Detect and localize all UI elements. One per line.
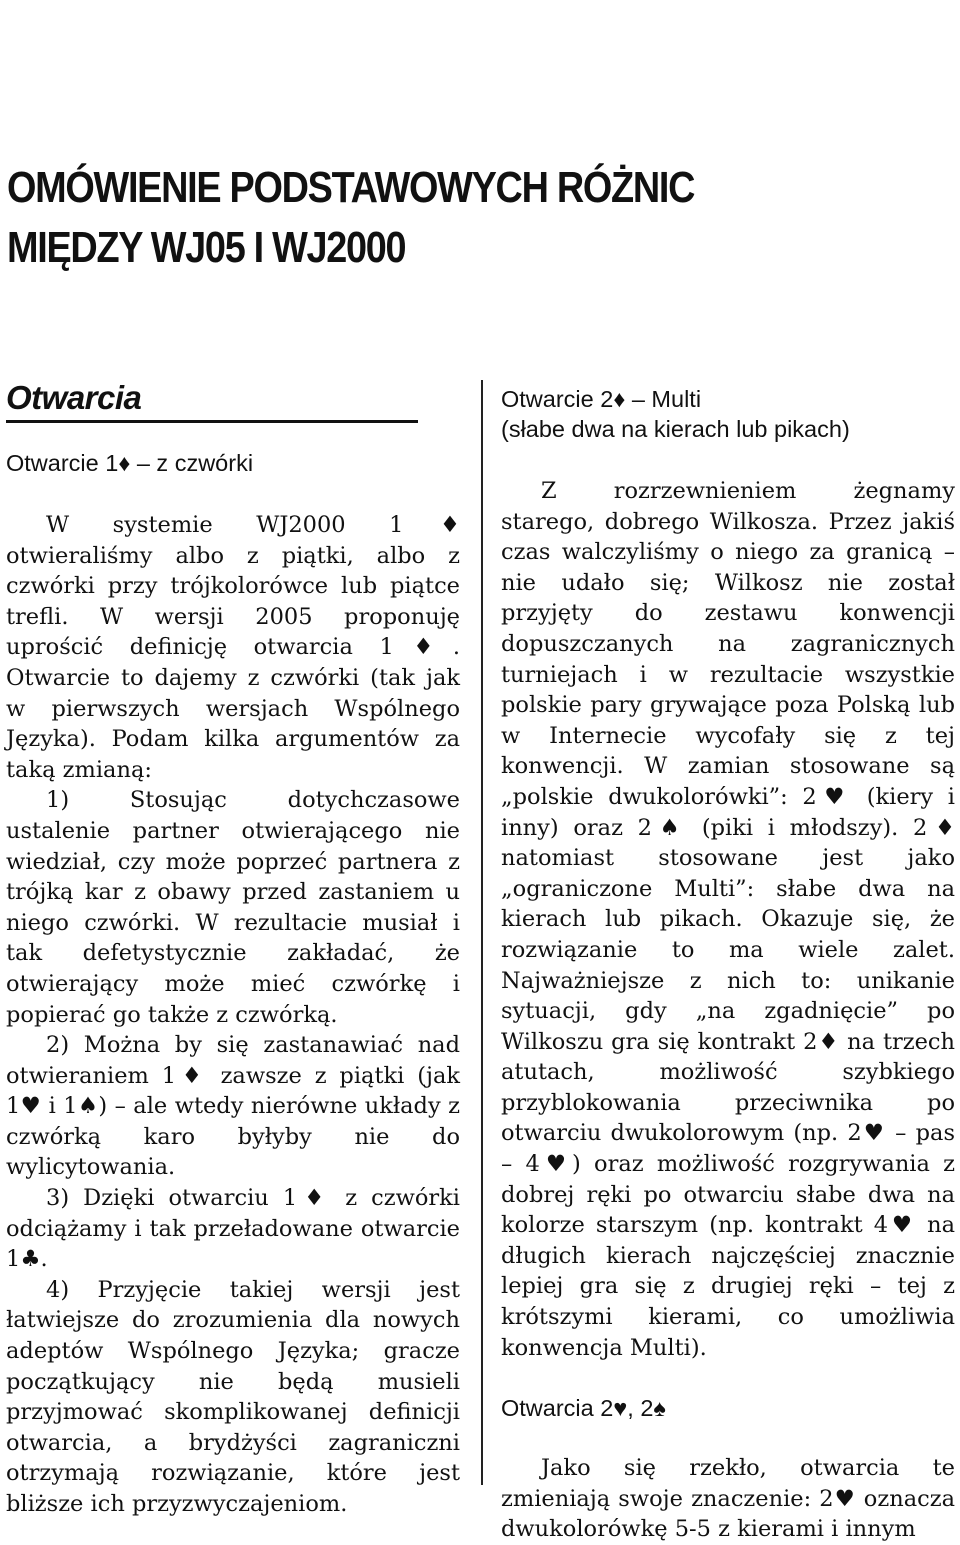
- column-divider: [481, 380, 483, 1485]
- subheading-2h-2s: Otwarcia 2♥, 2♠: [501, 1395, 666, 1422]
- paragraph-intro: W systemie WJ2000 1♦ otwieraliśmy albo z piątki, albo z czwórki przy trójkolorówce lub piątce trefli. W wersji 2005 proponuję uprościć definicję otwarcia 1♦. Otwarcie to dajemy z czwórki (tak jak w pierwszych wersjach Wspólnego Języka). Podam kilka argumentów za taką zmianą:: [6, 512, 460, 783]
- paragraph-argument-2: 2) Można by się zastanawiać nad otwieraniem 1♦ zawsze z piątki (jak 1♥ i 1♠) – ale wtedy nierówne układy z czwórką karo byłyby nie do wylicytowania.: [6, 1032, 460, 1181]
- page-title-line-1: OMÓWIENIE PODSTAWOWYCH RÓŻNIC: [7, 163, 695, 212]
- page-title: [7, 158, 815, 278]
- paragraph-2h-2s: Jako się rzekło, otwarcia te zmieniają swoje znaczenie: 2♥ oznacza dwukolorówkę 5-5 z kierami i innym: [501, 1455, 955, 1543]
- subheading-2d-multi-line-1: Otwarcie 2♦ – Multi: [501, 386, 702, 412]
- subheading-2d-multi: [501, 384, 955, 444]
- paragraph-argument-3: 3) Dzięki otwarciu 1♦ z czwórki odciążamy i tak przeładowane otwarcie 1♣.: [6, 1185, 460, 1273]
- left-column: [6, 378, 460, 1520]
- section-title-otwarcia: Otwarcia: [6, 378, 418, 423]
- right-column: [501, 384, 955, 1545]
- page-title-line-2: MIĘDZY WJ05 I WJ2000: [7, 223, 406, 272]
- subheading-1d-opening: Otwarcie 1♦ – z czwórki: [6, 450, 254, 476]
- paragraph-argument-4: 4) Przyjęcie takiej wersji jest łatwiejsze do zrozumienia dla nowych adeptów Wspólnego Języka; gracze początkujący nie będą musieli przyjmować skomplikowanej definicji otwarcia, a brydżyści zagraniczni otrzymają rozwiązanie, które jest bliższe ich przyzwyczajeniom.: [6, 1276, 460, 1517]
- subheading-2d-multi-line-2: (słabe dwa na kierach lub pikach): [501, 416, 850, 442]
- paragraph-multi: Z rozrzewnieniem żegnamy starego, dobrego Wilkosza. Przez jakiś czas walczyliśmy o niego za granicą – nie udało się; Wilkosz nie został przyjęty do zestawu konwencji dopuszczanych na zagranicznych turniejach i w rezultacie wszystkie polskie pary grywające poza Polską lub w Internecie wycofały się z tej konwencji. W zamian stosowane są „polskie dwukolorówki”: 2♥ (kiery i inny) oraz 2♠ (piki i młodszy). 2♦ natomiast stosowane jest jako „ograniczone Multi”: słabe dwa na kierach lub pikach. Okazuje się, że rozwiązanie to ma wiele zalet. Najważniejsze z nich to: unikanie sytuacji, gdy „na zgadnięcie” po Wilkoszu gra się kontrakt 2♦ na trzech atutach, możliwość szybkiego przyblokowania przeciwnika po otwarciu dwukolorowym (np. 2♥ – pas – 4♥) oraz możliwość rozgrywania z dobrej ręki po otwarciu słabe dwa na kolorze starszym (np. kontrakt 4♥ na długich kierach najczęściej znacznie lepiej gra się z drugiej ręki – tej z krótszymi kierami, co umożliwia konwencja Multi).: [501, 478, 955, 1361]
- paragraph-argument-1: 1) Stosując dotychczasowe ustalenie partner otwierającego nie wiedział, czy może poprzeć partnera z trójką kar z obawy przed zastaniem u niego czwórki. W rezultacie musiał i tak defetystycznie zakładać, że otwierający może mieć czwórkę i popierać go także z czwórką.: [6, 787, 460, 1028]
